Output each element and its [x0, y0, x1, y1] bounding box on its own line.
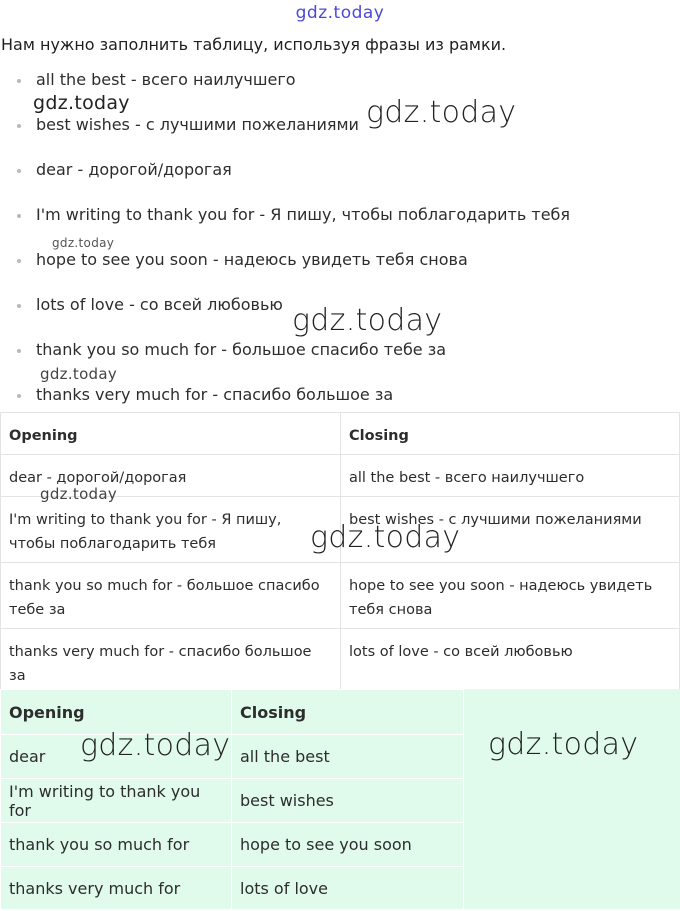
- watermark: gdz.today: [40, 365, 118, 383]
- table-row: [1, 867, 464, 911]
- table-row: [1, 455, 680, 497]
- table-cell: best wishes: [232, 779, 464, 823]
- bullet-icon: [17, 349, 21, 353]
- list-item: lots of love - со всей любовью: [14, 293, 570, 338]
- watermark: gdz.today: [40, 485, 118, 503]
- table-cell: all the best - всего наилучшего: [341, 455, 680, 497]
- table-cell: I'm writing to thank you for - Я пишу, чтобы поблагодарить тебя: [1, 497, 341, 563]
- bullet-icon: [17, 79, 21, 83]
- table-cell: hope to see you soon: [232, 823, 464, 867]
- table-cell: lots of love - со всей любовью: [341, 629, 680, 695]
- watermark: gdz.today: [33, 92, 130, 114]
- table-row: [1, 779, 464, 823]
- watermark: gdz.today: [488, 727, 639, 762]
- watermark: gdz.today: [310, 520, 461, 555]
- table-cell: thank you so much for - большое спасибо тебе за: [1, 563, 341, 629]
- table-row: [1, 735, 464, 779]
- table-header-opening: Opening: [1, 690, 232, 735]
- bullet-icon: [17, 394, 21, 398]
- watermark: gdz.today: [52, 236, 115, 250]
- table-header-closing: Closing: [232, 690, 464, 735]
- list-item: all the best - всего наилучшего: [14, 68, 570, 113]
- list-item: I'm writing to thank you for - Я пишу, чтобы поблагодарить тебя: [14, 203, 570, 248]
- watermark: gdz.today: [366, 95, 517, 130]
- bullet-icon: [17, 304, 21, 308]
- table-cell: I'm writing to thank you for: [1, 779, 232, 823]
- table-cell: best wishes - с лучшими пожеланиями: [341, 497, 680, 563]
- bullet-icon: [17, 214, 21, 218]
- list-item: best wishes - с лучшими пожеланиями: [14, 113, 570, 158]
- table-header-closing: Closing: [341, 413, 680, 455]
- list-item: hope to see you soon - надеюсь увидеть тебя снова: [14, 248, 570, 293]
- watermark: gdz.today: [292, 303, 443, 338]
- table-cell: all the best: [232, 735, 464, 779]
- translated-phrases-table: [0, 412, 680, 695]
- table-row: [1, 823, 464, 867]
- list-item: thanks very much for - спасибо большое за: [14, 383, 570, 428]
- bullet-icon: [17, 169, 21, 173]
- table-cell: thanks very much for - спасибо большое за: [1, 629, 341, 695]
- table-cell: thanks very much for: [1, 867, 232, 911]
- table-row: [1, 629, 680, 695]
- watermark: gdz.today: [80, 728, 231, 763]
- bullet-icon: [17, 124, 21, 128]
- table-cell: hope to see you soon - надеюсь увидеть тебя снова: [341, 563, 680, 629]
- table-cell: thank you so much for: [1, 823, 232, 867]
- table-row: [1, 497, 680, 563]
- table-cell: dear - дорогой/дорогая: [1, 455, 341, 497]
- phrase-list: [14, 68, 570, 428]
- answer-table: [0, 689, 464, 911]
- bullet-icon: [17, 259, 21, 263]
- list-item: thank you so much for - большое спасибо тебе за: [14, 338, 570, 383]
- task-instruction: Нам нужно заполнить таблицу, используя фразы из рамки.: [1, 35, 507, 54]
- table-cell: dear: [1, 735, 232, 779]
- list-item: dear - дорогой/дорогая: [14, 158, 570, 203]
- table-header-opening: Opening: [1, 413, 341, 455]
- site-watermark: gdz.today: [295, 3, 385, 23]
- table-row: [1, 563, 680, 629]
- table-cell: lots of love: [232, 867, 464, 911]
